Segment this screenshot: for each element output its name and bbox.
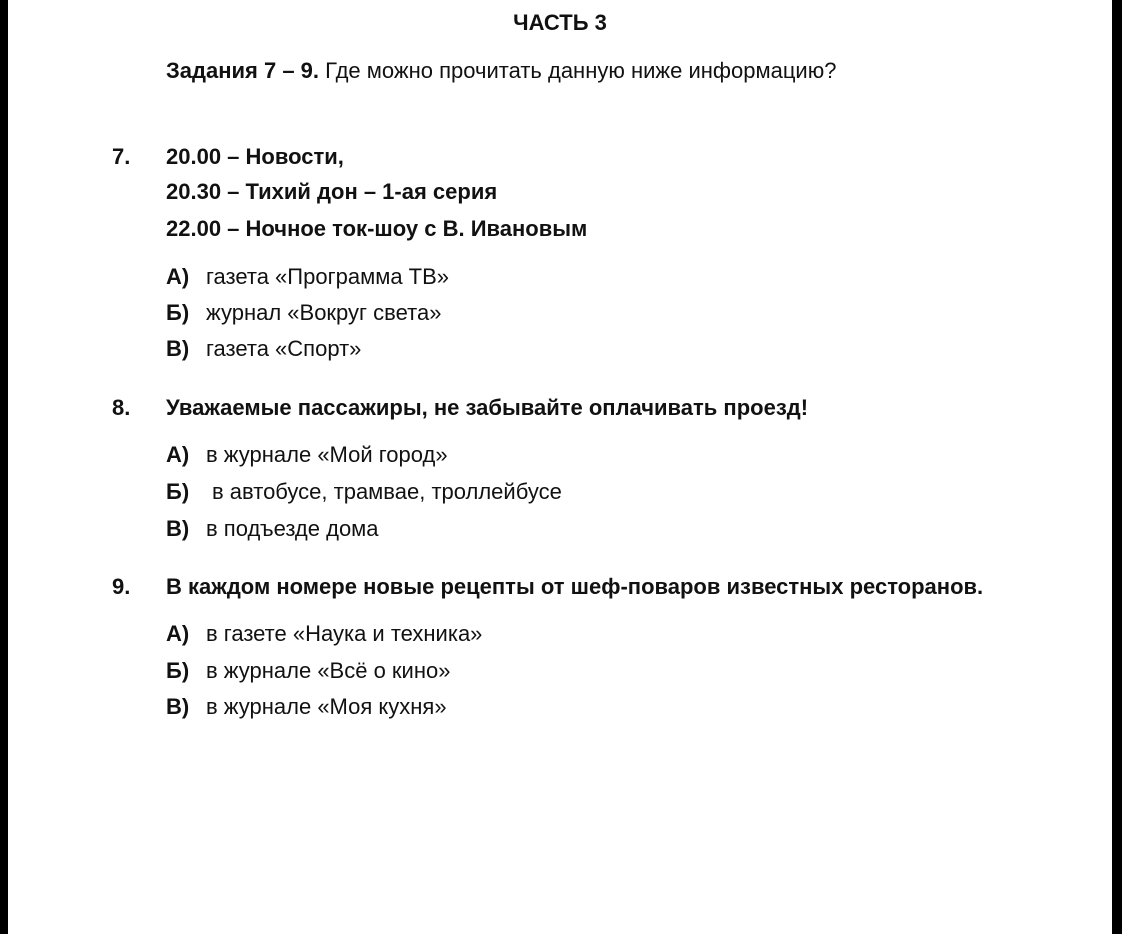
option-text: журнал «Вокруг света»	[206, 300, 442, 325]
part-title: ЧАСТЬ 3	[513, 10, 607, 35]
option-text: в журнале «Мой город»	[206, 442, 448, 467]
question-7-option-b	[166, 300, 441, 326]
document-page	[8, 0, 1112, 934]
question-9-line-1: В каждом номере новые рецепты от шеф-поваров известных ресторанов.	[166, 574, 984, 599]
option-letter: А)	[166, 621, 190, 646]
question-7-number: 7.	[112, 144, 131, 169]
option-text: в подъезде дома	[206, 516, 379, 541]
question-8-option-a	[166, 442, 448, 468]
option-letter: В)	[166, 694, 190, 719]
option-letter: В)	[166, 336, 190, 361]
question-7-line-1: 20.00 – Новости,	[166, 144, 344, 169]
question-8-line-1: Уважаемые пассажиры, не забывайте оплачивать проезд!	[166, 395, 809, 420]
option-letter: Б)	[166, 300, 190, 325]
option-letter: А)	[166, 264, 190, 289]
option-text: в автобусе, трамвае, троллейбусе	[212, 479, 562, 504]
question-7-option-c	[166, 336, 361, 362]
option-text: в газете «Наука и техника»	[206, 621, 483, 646]
instruction	[166, 58, 836, 84]
question-8-option-c	[166, 516, 379, 542]
question-7-line-2: 20.30 – Тихий дон – 1-ая серия	[166, 179, 498, 204]
instruction-text: Где можно прочитать данную ниже информацию?	[319, 58, 837, 83]
option-text: в журнале «Всё о кино»	[206, 658, 451, 683]
question-8-option-b	[166, 479, 562, 505]
option-text: газета «Спорт»	[206, 336, 362, 361]
question-9-number: 9.	[112, 574, 131, 599]
question-9-option-c	[166, 694, 447, 720]
question-9-option-b	[166, 658, 450, 684]
option-text: в журнале «Моя кухня»	[206, 694, 447, 719]
question-7-option-a	[166, 264, 449, 290]
option-letter: В)	[166, 516, 190, 541]
question-7-line-3: 22.00 – Ночное ток-шоу с В. Ивановым	[166, 216, 588, 241]
option-letter: Б)	[166, 479, 190, 504]
question-8-number: 8.	[112, 395, 131, 420]
instruction-label: Задания 7 – 9.	[166, 58, 320, 83]
option-letter: А)	[166, 442, 190, 467]
option-letter: Б)	[166, 658, 190, 683]
question-9-option-a	[166, 621, 482, 647]
option-text: газета «Программа ТВ»	[206, 264, 450, 289]
